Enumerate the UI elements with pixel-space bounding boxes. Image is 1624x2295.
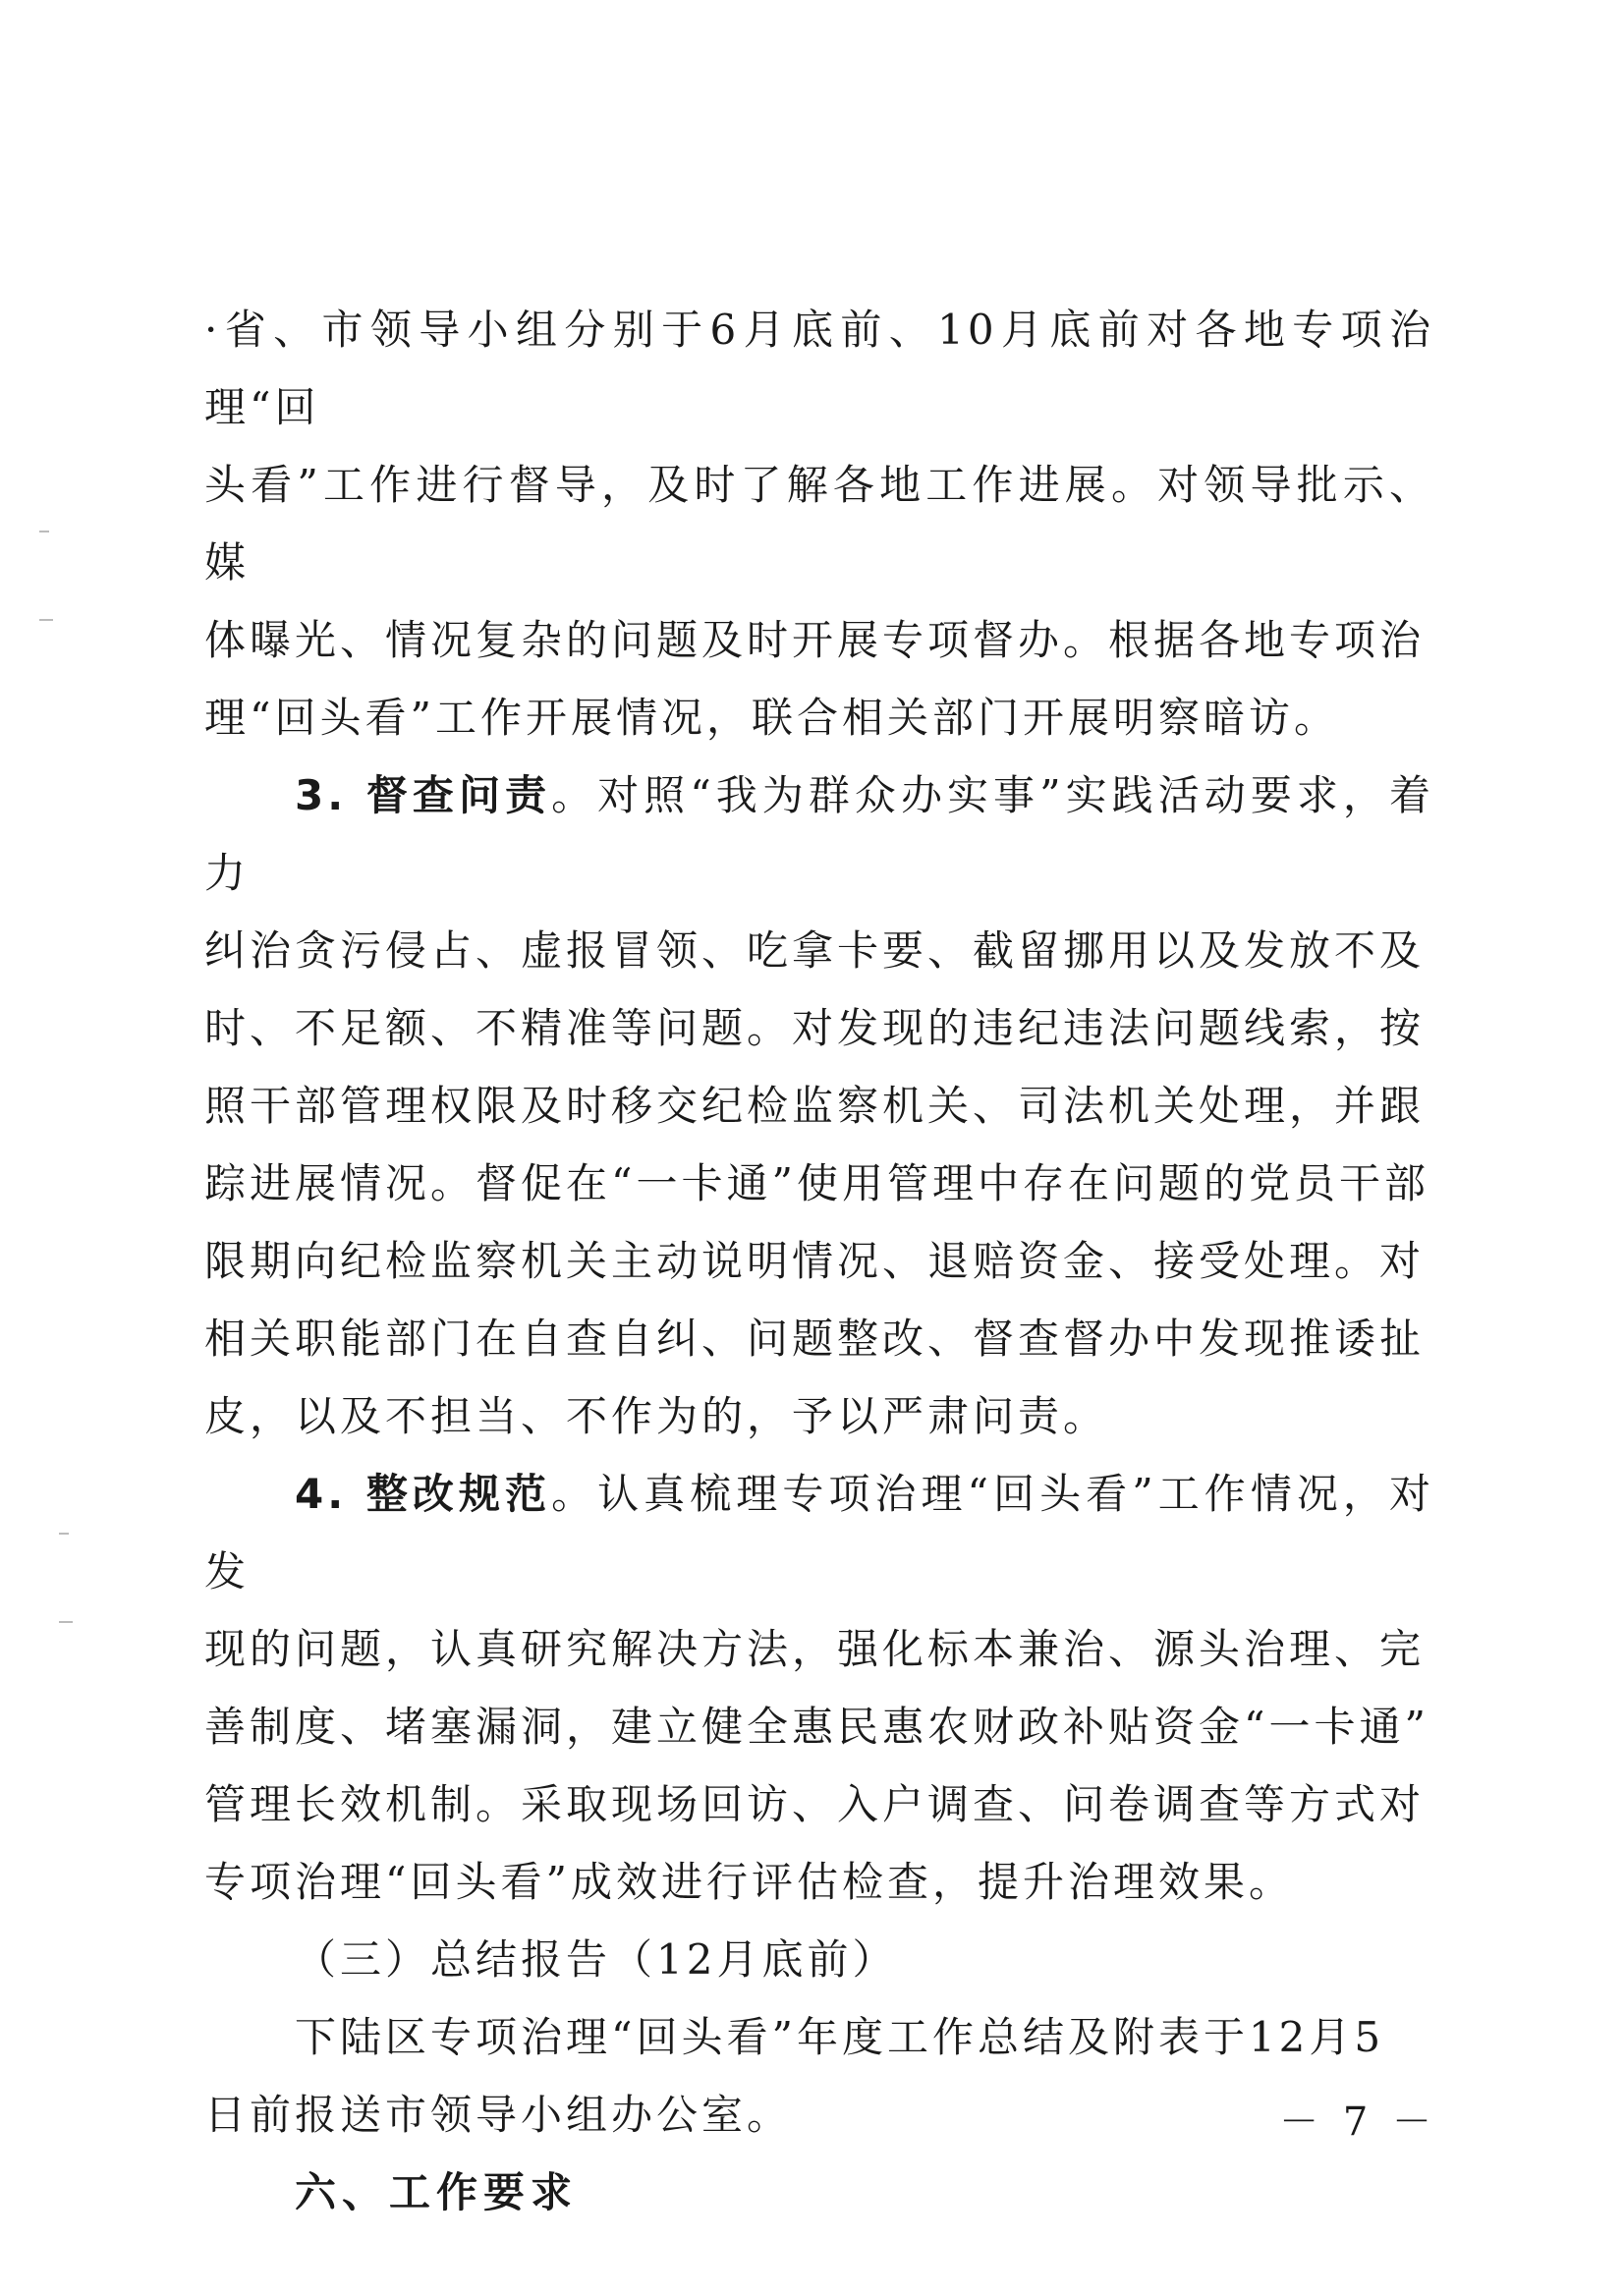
text-line: 现的问题，认真研究解决方法，强化标本兼治、源头治理、完	[204, 1625, 1426, 1673]
scan-artifact	[59, 1533, 69, 1535]
text-line: 纠治贪污侵占、虚报冒领、吃拿卡要、截留挪用以及发放不及	[204, 926, 1426, 975]
subsection-heading: （三）总结报告（12月底前）	[295, 1935, 898, 1984]
scan-artifact	[39, 619, 53, 621]
text-line: 体曝光、情况复杂的问题及时开展专项督办。根据各地专项治	[204, 616, 1426, 664]
paragraph-summary-report	[204, 1998, 1434, 2154]
paragraph-rectification	[204, 1455, 1434, 1921]
text-line: 善制度、堵塞漏洞，建立健全惠民惠农财政补贴资金“一卡通”	[204, 1703, 1429, 1751]
text-line: 照干部管理权限及时移交纪检监察机关、司法机关处理，并跟	[204, 1082, 1426, 1130]
text-line: ·省、市领导小组分别于6月底前、10月底前对各地专项治理“回	[204, 306, 1434, 431]
body-text	[204, 291, 1434, 2231]
scan-artifact	[39, 531, 49, 532]
text-line: 皮，以及不担当、不作为的，予以严肃问责。	[204, 1392, 1109, 1440]
paragraph-accountability	[204, 756, 1434, 1455]
text-line: 相关职能部门在自查自纠、问题整改、督查督办中发现推诿扯	[204, 1315, 1426, 1363]
text-line: 踪进展情况。督促在“一卡通”使用管理中存在问题的党员干部	[204, 1159, 1429, 1207]
text-line: 。对照“我为群众办实事”实践活动要求，着力	[204, 771, 1434, 897]
text-line: 头看”工作进行督导，及时了解各地工作进展。对领导批示、媒	[204, 461, 1434, 587]
text-line: 。认真梳理专项治理“回头看”工作情况，对发	[204, 1470, 1434, 1595]
section-heading: 六、工作要求	[295, 2168, 579, 2216]
text-line: 限期向纪检监察机关主动说明情况、退赔资金、接受处理。对	[204, 1237, 1426, 1285]
text-line: 日前报送市领导小组办公室。	[204, 2091, 793, 2139]
text-line: 时、不足额、不精准等问题。对发现的违纪违法问题线索，按	[204, 1004, 1426, 1052]
item-heading: 4. 整改规范	[295, 1470, 552, 1518]
scan-artifact	[59, 1621, 73, 1623]
text-line: 理“回头看”工作开展情况，联合相关部门开展明察暗访。	[204, 694, 1339, 742]
text-line: 管理长效机制。采取现场回访、入户调查、问卷调查等方式对	[204, 1780, 1426, 1828]
paragraph-supervision-continued	[204, 291, 1434, 756]
text-line: 专项治理“回头看”成效进行评估检查，提升治理效果。	[204, 1858, 1294, 1906]
item-heading: 3. 督查问责	[295, 771, 552, 819]
text-line: 下陆区专项治理“回头看”年度工作总结及附表于12月5	[295, 2013, 1385, 2061]
page-number: － 7 －	[1279, 2099, 1437, 2145]
